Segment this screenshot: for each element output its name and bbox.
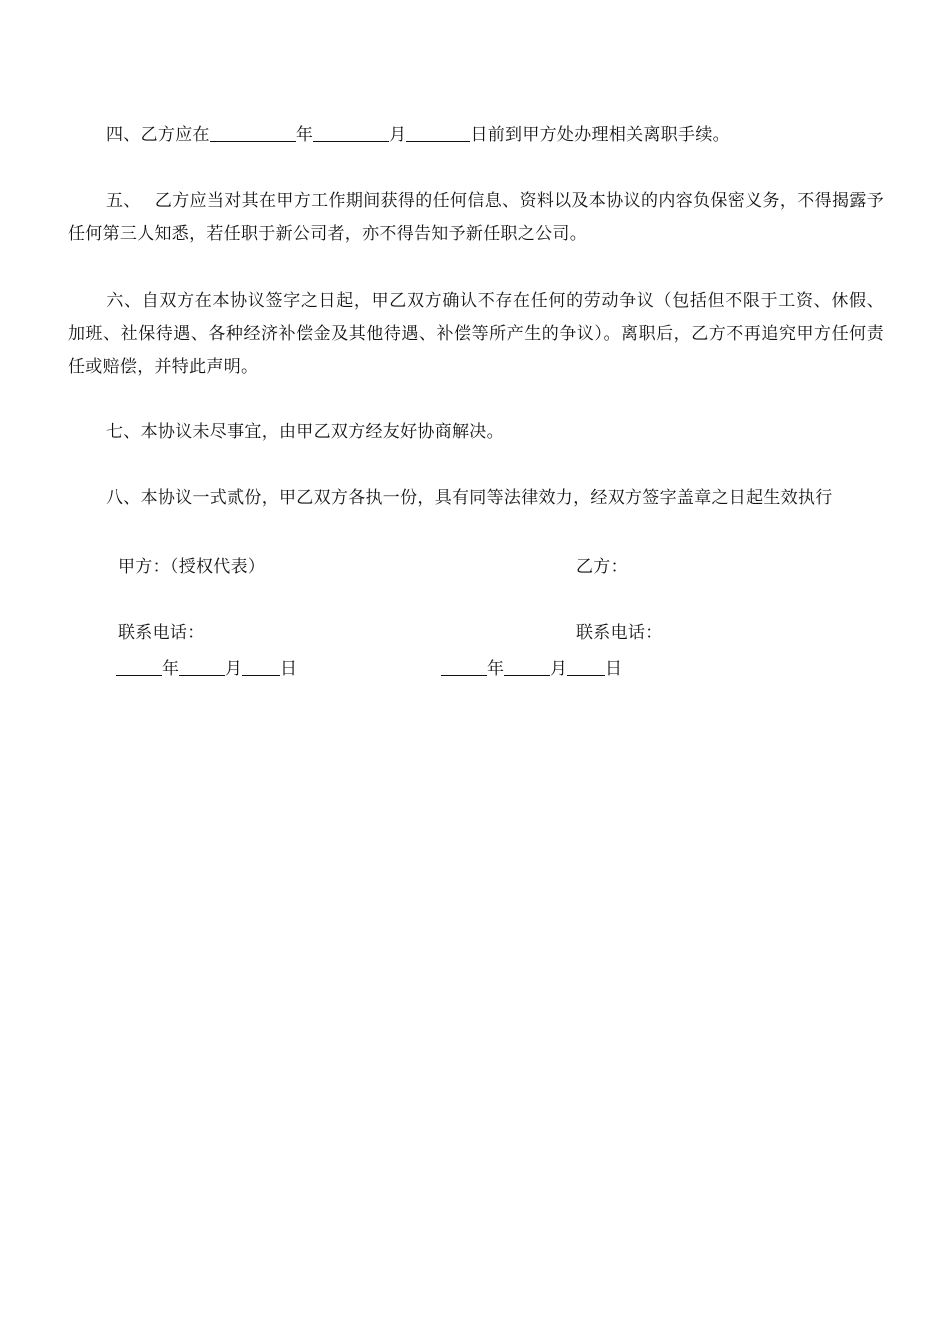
party-a-label: 甲方：（授权代表） xyxy=(118,557,266,577)
clause-4-year-label: 年 xyxy=(295,125,314,145)
party-b-day-blank[interactable] xyxy=(567,659,605,676)
party-a-phone-label: 联系电话： xyxy=(118,623,205,643)
clause-4-prefix: 四、乙方应在 xyxy=(106,125,210,145)
party-b-phone-label: 联系电话： xyxy=(576,623,663,643)
party-b-day-label: 日 xyxy=(605,659,622,679)
day-blank[interactable] xyxy=(406,123,470,142)
clause-6 xyxy=(68,285,884,384)
clause-7-text: 七、本协议未尽事宜，由甲乙双方经友好协商解决。 xyxy=(106,422,504,442)
party-a-day-blank[interactable] xyxy=(242,659,280,676)
clause-4 xyxy=(68,119,884,152)
clause-6-text: 六、自双方在本协议签字之日起，甲乙双方确认不存在任何的劳动争议（包括但不限于工资、休假、加班、社保待遇、各种经济补偿金及其他待遇、补偿等所产生的争议）。离职后，乙方不再追究甲方任何责任或赔偿，并特此声明。 xyxy=(68,291,884,377)
clause-4-month-label: 月 xyxy=(389,125,407,145)
party-a-year-label: 年 xyxy=(162,659,179,679)
party-b-label: 乙方： xyxy=(576,557,628,577)
party-a-month-blank[interactable] xyxy=(179,659,225,676)
party-b-date xyxy=(441,658,622,680)
clause-8 xyxy=(68,482,884,515)
party-b-month-blank[interactable] xyxy=(504,659,550,676)
clause-5 xyxy=(68,185,884,251)
party-a-day-label: 日 xyxy=(280,659,297,679)
party-b-month-label: 月 xyxy=(550,659,567,679)
party-a-year-blank[interactable] xyxy=(116,659,162,676)
clause-5-text: 乙方应当对其在甲方工作期间获得的任何信息、资料以及本协议的内容负保密义务，不得揭露予任何第三人知悉，若任职于新公司者，亦不得告知予新任职之公司。 xyxy=(68,191,884,244)
party-b-year-blank[interactable] xyxy=(441,659,487,676)
year-blank[interactable] xyxy=(210,123,296,142)
party-a-month-label: 月 xyxy=(225,659,242,679)
party-a-date xyxy=(116,658,297,680)
clause-7 xyxy=(68,416,884,449)
month-blank[interactable] xyxy=(313,123,389,142)
clause-5-number: 五、 xyxy=(106,191,141,211)
clause-8-text: 八、本协议一式贰份，甲乙双方各执一份，具有同等法律效力，经双方签字盖章之日起生效执行 xyxy=(106,488,833,508)
clause-4-suffix: 日前到甲方处办理相关离职手续。 xyxy=(470,125,730,145)
party-b-year-label: 年 xyxy=(487,659,504,679)
